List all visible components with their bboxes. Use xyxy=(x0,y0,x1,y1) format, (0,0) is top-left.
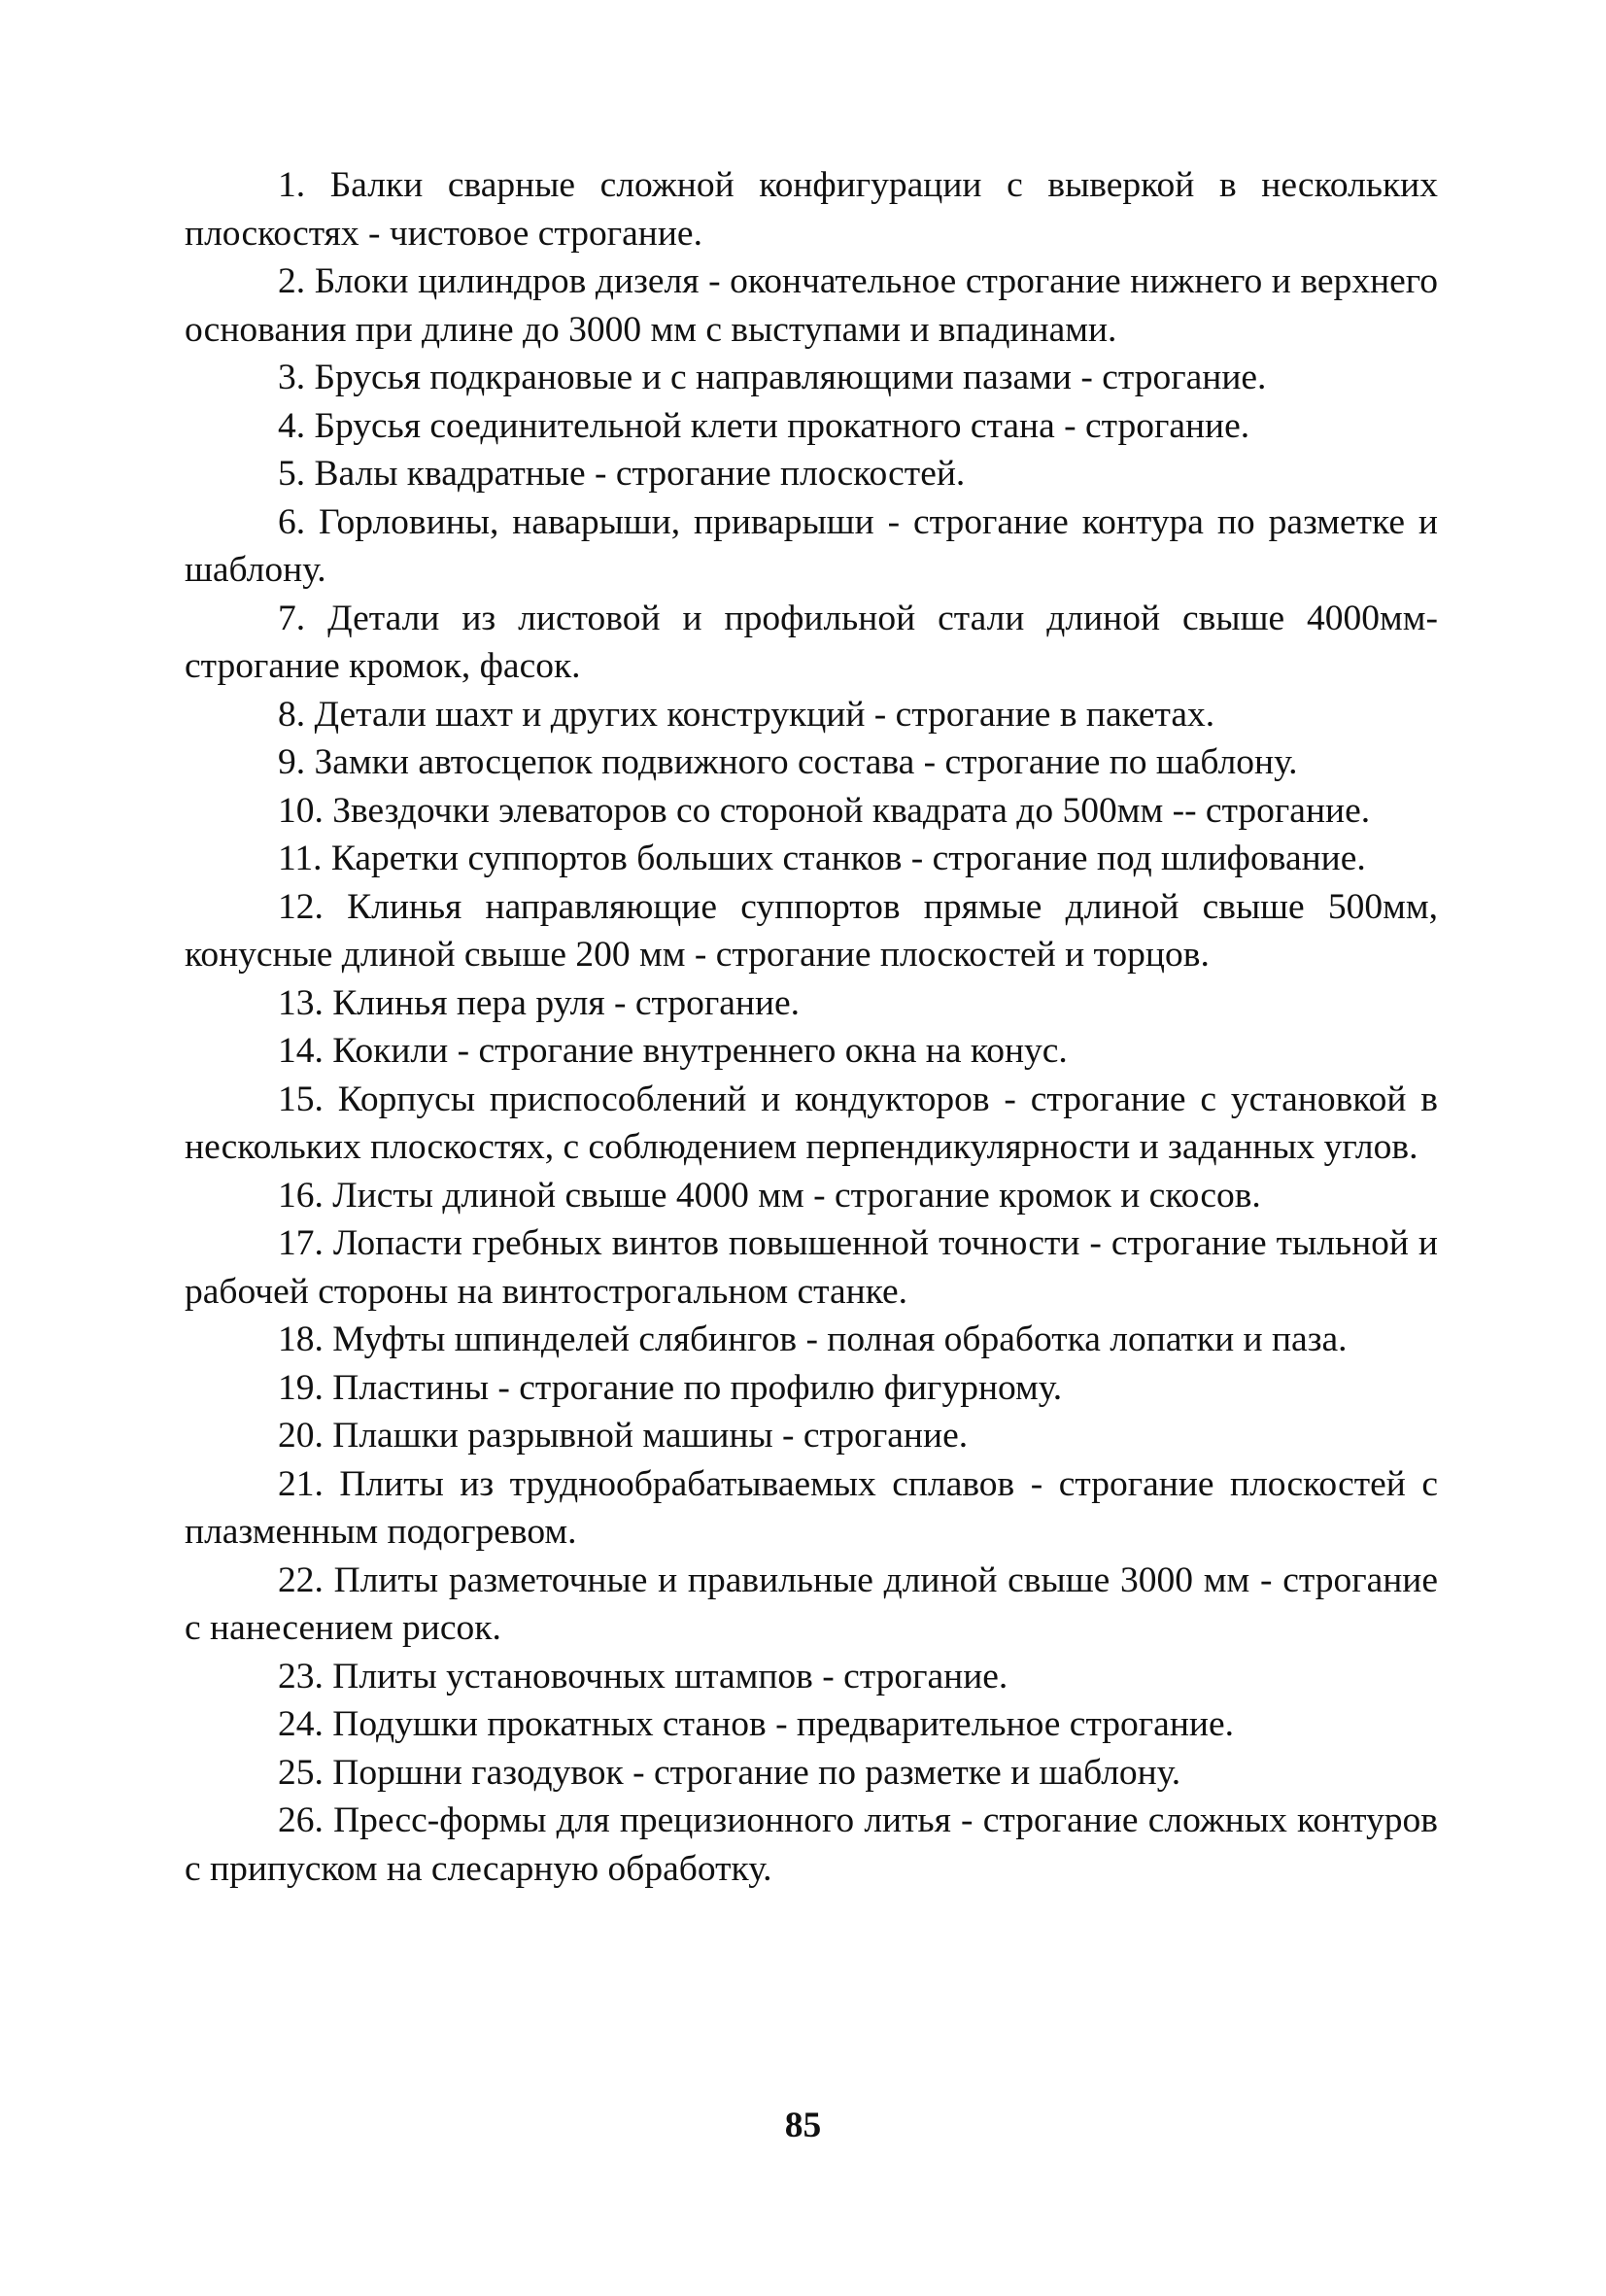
list-item: 21. Плиты из труднообрабатываемых сплавов - строгание плоскостей с плазменным подогревом. xyxy=(185,1463,1438,1552)
list-item: 6. Горловины, наварыши, приварыши - строгание контура по разметке и шаблону. xyxy=(185,501,1438,590)
list-item: 16. Листы длиной свыше 4000 мм - строгание кромок и скосов. xyxy=(278,1175,1261,1216)
list-item: 4. Брусья соединительной клети прокатного стана - строгание. xyxy=(278,405,1250,446)
item-list xyxy=(185,161,1438,1893)
list-item: 3. Брусья подкрановые и с направляющими пазами - строгание. xyxy=(278,358,1267,397)
list-item: 23. Плиты установочных штампов - строгание. xyxy=(278,1656,1008,1696)
list-item: 13. Клинья пера руля - строгание. xyxy=(278,982,801,1023)
list-item: 26. Пресс-формы для прецизионного литья - строгание сложных контуров с припуском на слесарную обработку. xyxy=(185,1800,1438,1889)
list-item: 10. Звездочки элеваторов со стороной квадрата до 500мм -- строгание. xyxy=(278,790,1371,831)
list-item: 1. Балки сварные сложной конфигурации с выверкой в нескольких плоскостях - чистовое строгание. xyxy=(185,165,1438,254)
list-item: 9. Замки автосцепок подвижного состава - строгание по шаблону. xyxy=(278,742,1298,782)
list-item: 11. Каретки суппортов больших станков - строгание под шлифование. xyxy=(278,839,1366,878)
page-number: 85 xyxy=(784,2106,822,2145)
list-item: 14. Кокили - строгание внутреннего окна на конус. xyxy=(278,1031,1068,1071)
list-item: 2. Блоки цилиндров дизеля - окончательное строгание нижнего и верхнего основания при длине до 3000 мм с выступами и впадинами. xyxy=(185,261,1438,350)
list-item: 20. Плашки разрывной машины - строгание. xyxy=(278,1416,969,1456)
list-item: 17. Лопасти гребных винтов повышенной точности - строгание тыльной и рабочей стороны на винтострогальном станке. xyxy=(185,1223,1438,1312)
list-item: 18. Муфты шпинделей слябингов - полная обработка лопатки и паза. xyxy=(278,1319,1348,1359)
list-item: 22. Плиты разметочные и правильные длиной свыше 3000 мм - строгание с нанесением рисок. xyxy=(185,1559,1438,1648)
list-item: 24. Подушки прокатных станов - предварительное строгание. xyxy=(278,1704,1234,1744)
list-item: 7. Детали из листовой и профильной стали длиной свыше 4000мм- строгание кромок, фасок. xyxy=(185,598,1438,686)
list-item: 25. Поршни газодувок - строгание по разметке и шаблону. xyxy=(278,1752,1181,1793)
list-item: 15. Корпусы приспособлений и кондукторов - строгание с установкой в нескольких плоскостях, с соблюдением перпендикулярности и заданных углов. xyxy=(185,1079,1438,1167)
list-item: 5. Валы квадратные - строгание плоскостей. xyxy=(278,454,966,494)
list-item: 12. Клинья направляющие суппортов прямые длиной свыше 500мм, конусные длиной свыше 200 мм - строгание плоскостей и торцов. xyxy=(185,886,1438,975)
list-item: 19. Пластины - строгание по профилю фигурному. xyxy=(278,1367,1063,1408)
list-item: 8. Детали шахт и других конструкций - строгание в пакетах. xyxy=(278,694,1215,735)
